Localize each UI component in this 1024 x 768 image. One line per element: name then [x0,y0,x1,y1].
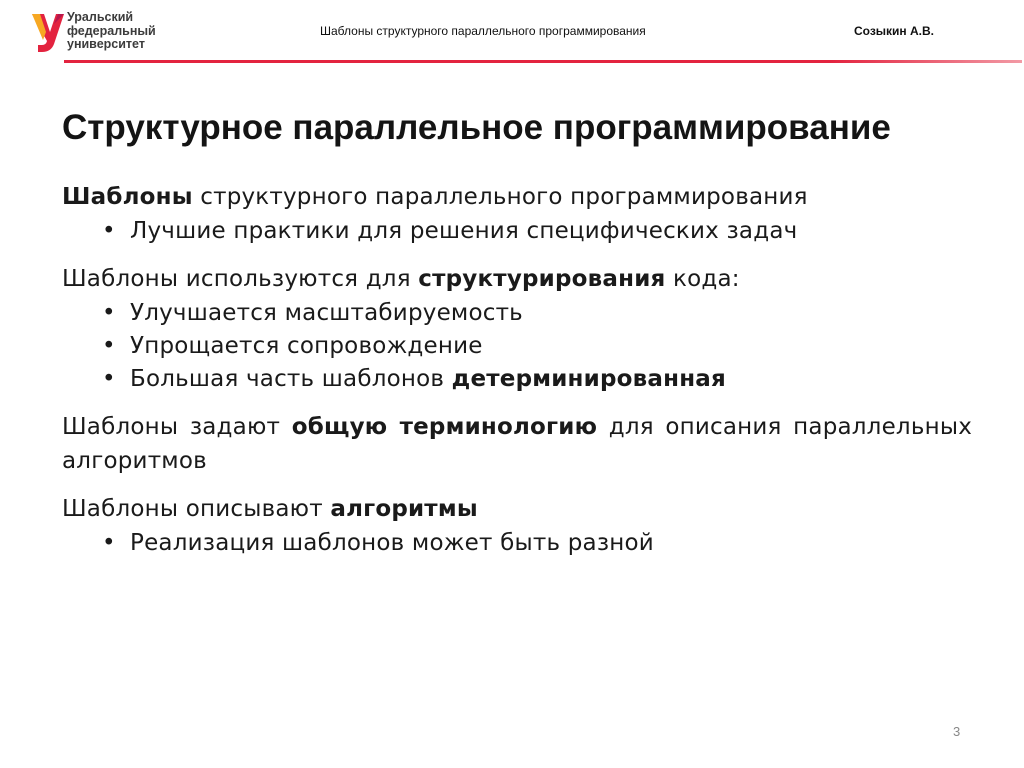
logo-line-1: Уральский [67,10,134,24]
list-item-text [100,363,726,396]
bullet-icon: • [102,218,116,244]
bold-term: детерминированная [451,366,726,392]
paragraph-text: Шаблоны задают [62,414,292,440]
slide-content [62,180,972,574]
logo-line-2: федеральный [67,23,156,38]
paragraph-text: кода: [665,266,740,292]
bullet-icon: • [102,300,116,326]
bold-term: общую терминологию [291,414,598,440]
list-item-text: Упрощается сопровождение [130,333,483,359]
bold-term: алгоритмы [330,496,478,522]
paragraph-lead [62,492,972,527]
list-item [62,527,972,560]
bullet-icon: • [102,366,116,392]
bullet-icon: • [102,333,116,359]
paragraph-lead [62,262,972,297]
paragraph-lead [62,410,972,478]
bullet-list [62,215,972,248]
header-course-title: Шаблоны структурного параллельного программирования [320,24,646,38]
university-logo [30,10,170,54]
paragraph-text: Шаблоны описывают [62,496,331,522]
logo-line-3: университет [67,37,145,51]
list-item-text-part: Большая часть шаблонов [130,366,452,392]
paragraph-text: Шаблоны используются для [62,266,419,292]
paragraph-algorithms [62,492,972,560]
bold-term: Шаблоны [62,184,193,210]
ural-university-logo-icon [30,10,66,54]
list-item-text: Улучшается масштабируемость [130,300,523,326]
bullet-icon: • [102,530,116,556]
slide-title: Структурное параллельное программирование [62,108,891,147]
list-item [62,363,972,396]
paragraph-structuring [62,262,972,396]
logo-text [67,11,177,52]
list-item [62,330,972,363]
list-item-text: Лучшие практики для решения специфических задач [130,218,798,244]
paragraph-terminology [62,410,972,478]
paragraph-text: для описания параллельных алгоритмов [62,414,972,474]
bullet-list [62,297,972,396]
bold-term: структурирования [418,266,666,292]
header-accent-line [64,60,1022,63]
list-item-text: Реализация шаблонов может быть разной [130,530,654,556]
paragraph-patterns [62,180,972,248]
list-item [62,297,972,330]
paragraph-lead [62,180,972,215]
header-author: Созыкин А.В. [853,24,934,38]
paragraph-text: структурного параллельного программирования [192,184,808,210]
list-item [62,215,972,248]
page-number: 3 [953,724,961,739]
bullet-list [62,527,972,560]
